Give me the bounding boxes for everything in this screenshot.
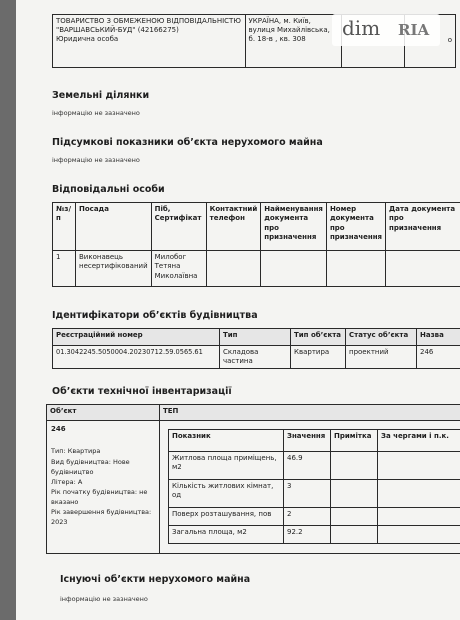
table-row xyxy=(169,480,460,508)
row-number: 1 xyxy=(53,251,76,287)
object-end-year: Рік завершення будівництва: 2023 xyxy=(51,507,152,526)
indicator-total-area: Загальна площа, м2 xyxy=(169,526,284,544)
land-title: Земельні ділянки xyxy=(52,90,150,101)
responsible-title: Відповідальні особи xyxy=(52,184,165,195)
col-object-type: Тип об’єкта xyxy=(291,329,346,346)
name-value: 246 xyxy=(417,346,460,369)
table-row xyxy=(169,508,460,526)
responsible-header-row xyxy=(53,203,460,251)
value-living-area: 46.9 xyxy=(284,452,331,480)
existing-note: інформацію не зазначено xyxy=(60,595,148,603)
tep-table xyxy=(168,429,460,544)
table-row xyxy=(169,452,460,480)
object-cell xyxy=(47,421,160,554)
indicator-living-area: Житлова площа приміщень, м2 xyxy=(169,452,284,480)
col-indicator: Показник xyxy=(169,430,284,452)
col-reg-number: Реєстраційний номер xyxy=(53,329,220,346)
address: УКРАЇНА, м. Київ, вулиця Михайлівська, б. 18-в , кв. 308 xyxy=(248,17,330,44)
watermark-logo xyxy=(332,14,440,46)
summary-title: Підсумкові показники об’єкта нерухомого майна xyxy=(52,137,323,148)
col-doc-date: Дата документа про призначення xyxy=(386,203,460,251)
inventory-table xyxy=(46,404,460,554)
reg-number: 01.3042245.5050004.20230712.59.0565.61 xyxy=(53,346,220,369)
indicator-floor: Поверх розташування, пов xyxy=(169,508,284,526)
col-position: Посада xyxy=(76,203,152,251)
entity-type: Юридична особа xyxy=(56,35,119,44)
col-doc-number: Номер документа про призначення xyxy=(326,203,385,251)
object-letter: Літера: А xyxy=(51,477,83,486)
indicator-rooms: Кількість житлових кімнат, од xyxy=(169,480,284,508)
watermark-ria: RIA xyxy=(398,21,430,39)
col-object: Об’єкт xyxy=(47,405,160,421)
existing-title: Існуючі об’єкти нерухомого майна xyxy=(60,574,251,585)
col-phone: Контактний телефон xyxy=(206,203,261,251)
land-note: інформацію не зазначено xyxy=(52,109,140,117)
company-cell xyxy=(53,15,246,68)
type-value: Складова частина xyxy=(220,346,291,369)
object-status-value: проектний xyxy=(346,346,417,369)
object-name: 246 xyxy=(51,425,66,433)
inventory-title: Об’єкти технічної інвентаризації xyxy=(52,386,232,397)
address-cell xyxy=(245,15,342,68)
col-name-cert: Піб, Сертифікат xyxy=(151,203,206,251)
inventory-header-row xyxy=(47,405,460,421)
col-doc-name: Найменування документа про призначення xyxy=(261,203,327,251)
col-tep: ТЕП xyxy=(160,405,460,421)
row-phone xyxy=(206,251,261,287)
object-start-year: Рік початку будівництва: не вказано xyxy=(51,487,148,506)
col-note: Примітка xyxy=(331,430,378,452)
col-value: Значення xyxy=(284,430,331,452)
tep-header-row xyxy=(169,430,460,452)
row-name-cert: Милобог Тетяна Миколаївна xyxy=(151,251,206,287)
col-object-status: Статус об’єкта xyxy=(346,329,417,346)
row-doc-date xyxy=(386,251,460,287)
watermark-dim: dim xyxy=(342,16,381,40)
summary-note: інформацію не зазначено xyxy=(52,156,140,164)
company-name: ТОВАРИСТВО З ОБМЕЖЕНОЮ ВІДПОВІДАЛЬНІСТЮ "ВАРШАВСЬКИЙ-БУД" (42166275) xyxy=(56,17,241,35)
value-floor: 2 xyxy=(284,508,331,526)
table-row xyxy=(53,251,460,287)
col-queues: За чергами і п.к. xyxy=(378,430,460,452)
inventory-body-row xyxy=(47,421,460,554)
value-rooms: 3 xyxy=(284,480,331,508)
table-row xyxy=(169,526,460,544)
identifiers-table xyxy=(52,328,460,369)
col-type: Тип xyxy=(220,329,291,346)
row-position: Виконавець несертифікований xyxy=(76,251,152,287)
document-page xyxy=(16,0,460,620)
object-type-value: Квартира xyxy=(291,346,346,369)
table-row xyxy=(53,346,460,369)
row-doc-name xyxy=(261,251,327,287)
identifiers-header-row xyxy=(53,329,460,346)
row-doc-number xyxy=(326,251,385,287)
tep-cell xyxy=(160,421,460,554)
object-type: Тип: Квартира xyxy=(51,447,101,456)
value-total-area: 92.2 xyxy=(284,526,331,544)
col-number: №з/п xyxy=(53,203,76,251)
col-name: Назва xyxy=(417,329,460,346)
responsible-table xyxy=(52,202,460,287)
last-cell: о xyxy=(405,15,456,68)
object-build-kind: Вид будівництва: Нове будівництво xyxy=(51,457,130,476)
identifiers-title: Ідентифікатори об’єктів будівництва xyxy=(52,310,258,321)
